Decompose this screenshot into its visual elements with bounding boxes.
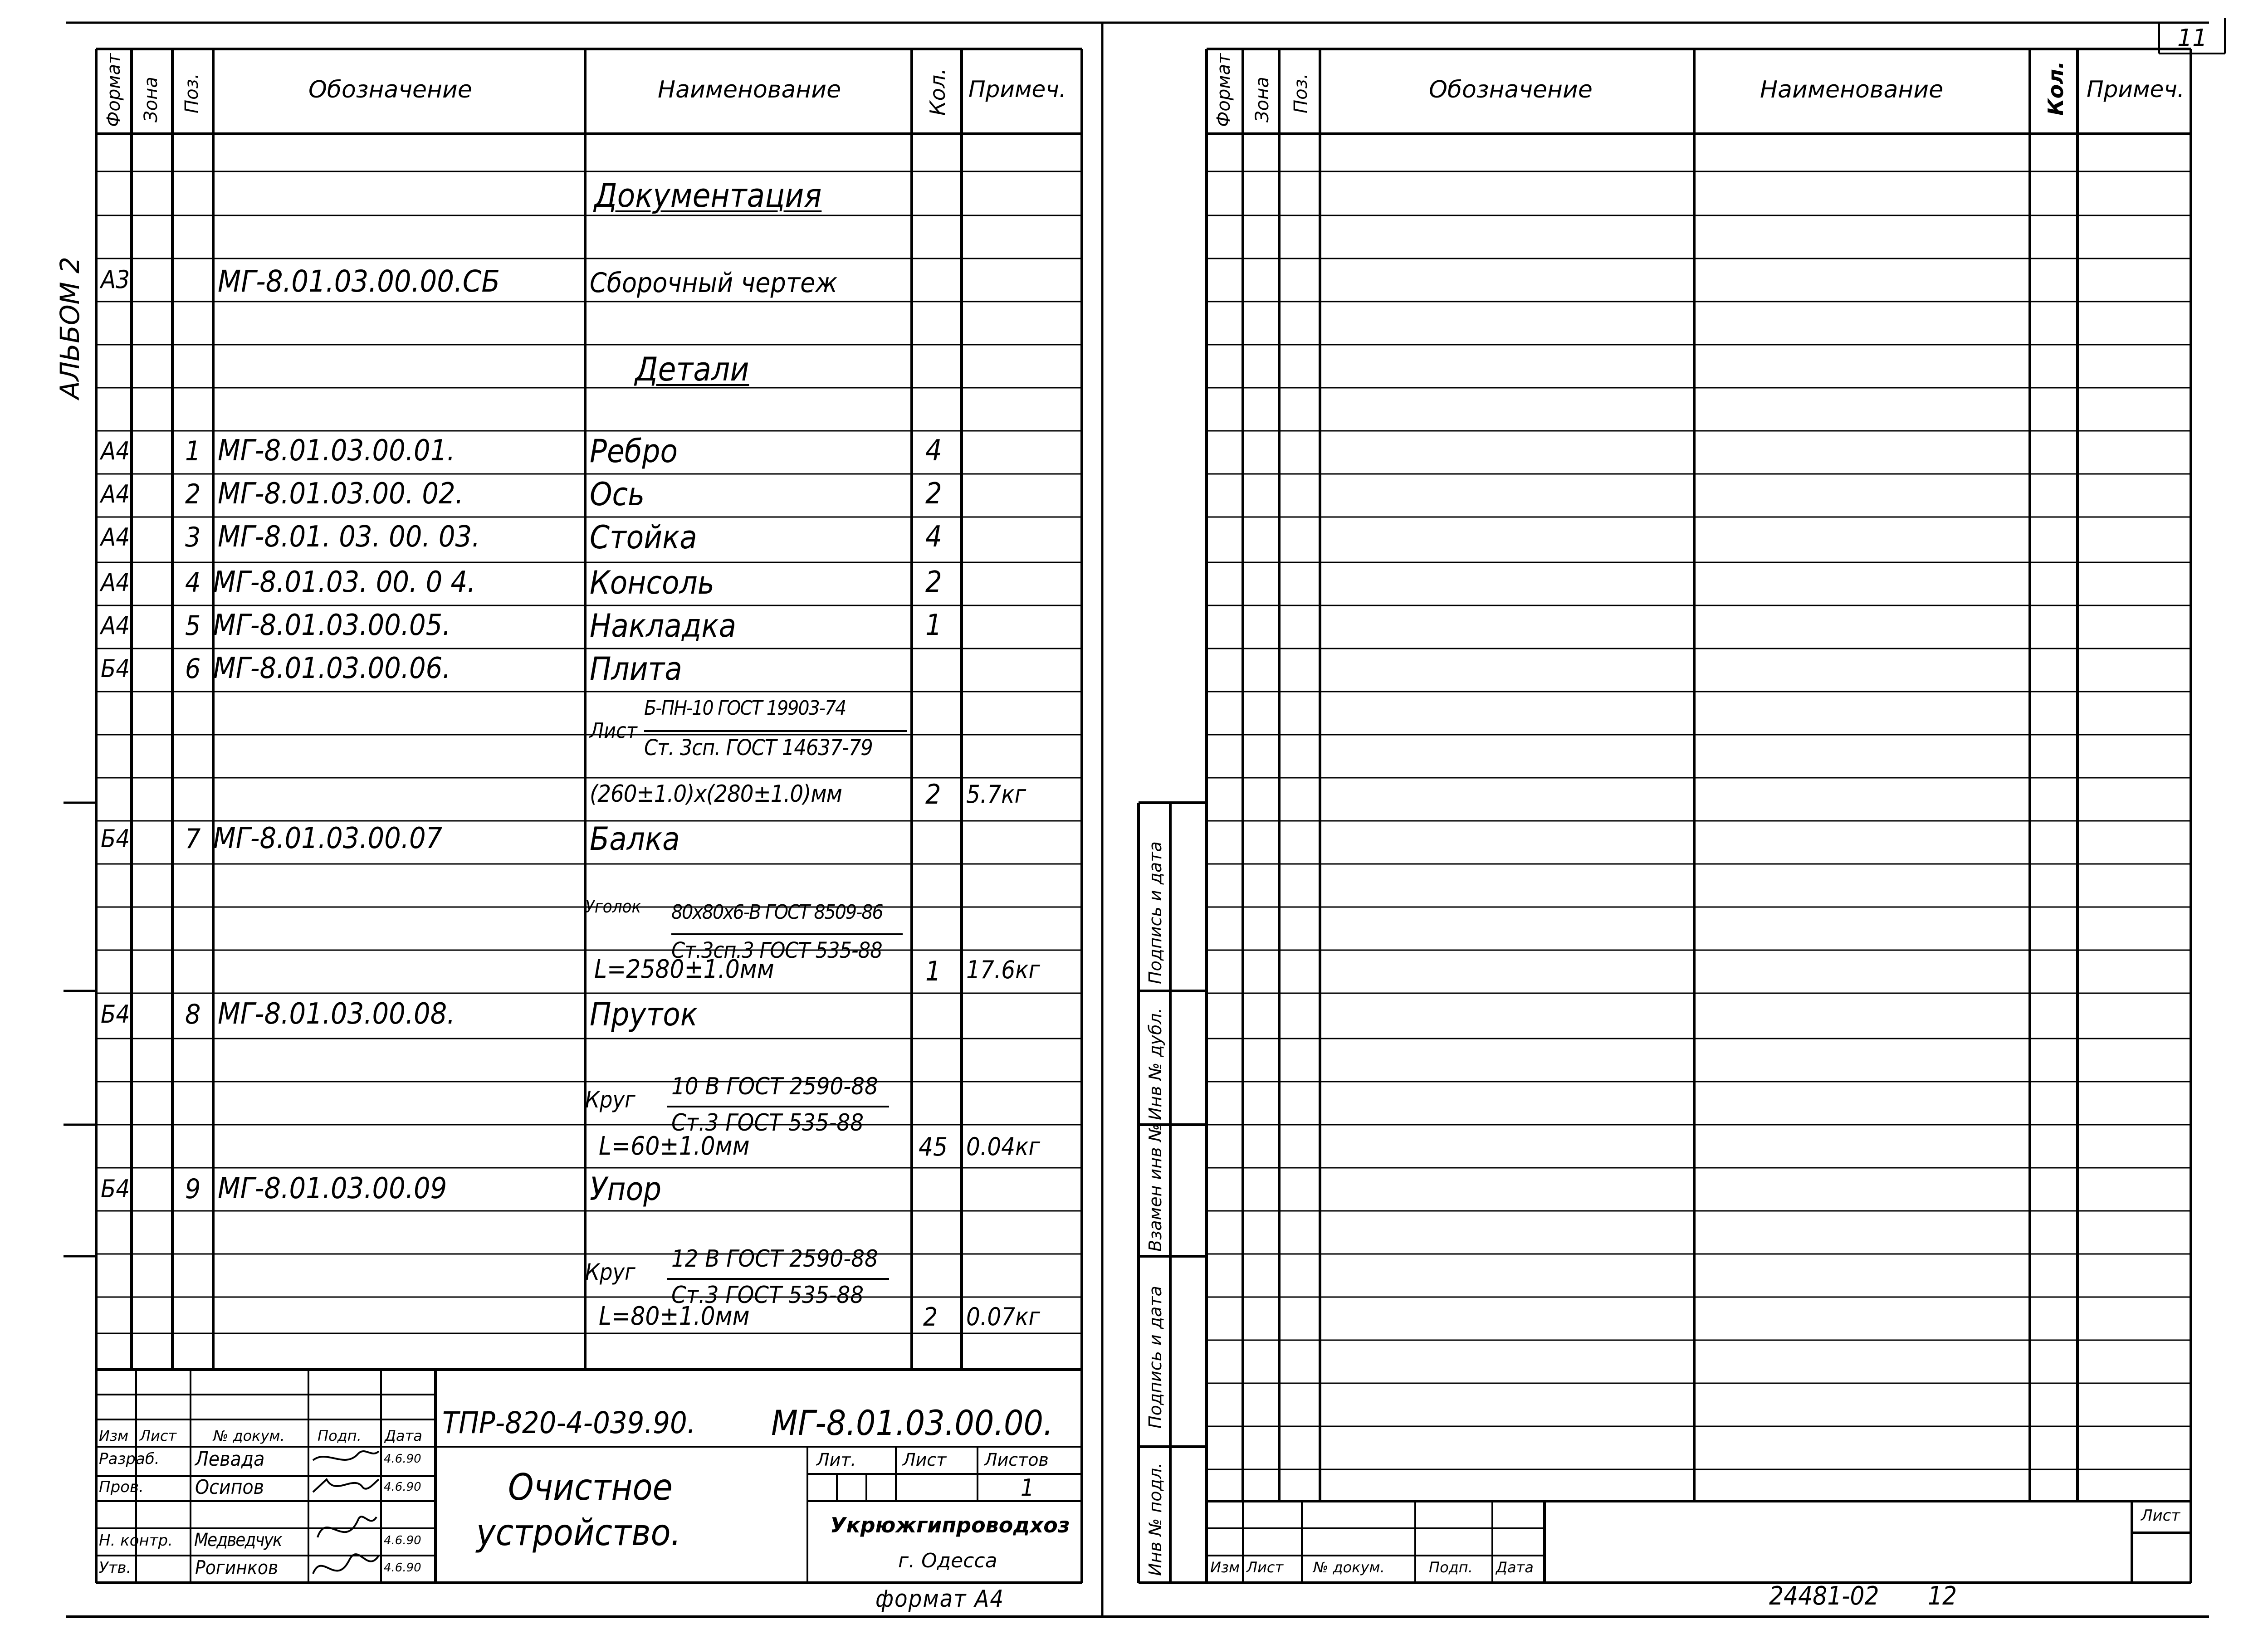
title-line-2: устройство. [476,1512,681,1554]
title-project-code: ТПР-820-4-039.90. [442,1405,696,1440]
material-9-bottom: Ст.3 ГОСТ 535-88 [671,1282,864,1309]
material-6-mass: 5.7кг [966,780,1026,809]
material-9-size: L=80±1.0мм [599,1302,750,1331]
row-7-name: Балка [590,820,680,858]
tb-org-2: г. Одесса [898,1549,997,1572]
tb-date-4: 4.6.90 [384,1561,421,1575]
row-1-designation: МГ-8.01.03.00.01. [218,434,455,468]
material-8-top: 10 В ГОСТ 2590-88 [671,1073,878,1100]
row-1-qty: 4 [925,434,942,468]
material-8-prefix: Круг [585,1087,635,1113]
r-footer-doc: № докум. [1313,1559,1385,1576]
material-7-bottom: Ст.3сп.3 ГОСТ 535-88 [671,938,882,963]
material-6-bottom: Ст. 3сп. ГОСТ 14637-79 [644,735,873,761]
bottom-page: 12 [1928,1581,1957,1611]
r-footer-sign: Подп. [1429,1559,1473,1576]
material-6-prefix: Лист [590,718,637,743]
material-6-top: Б-ПН-10 ГОСТ 19903-74 [644,697,846,720]
r-footer-list: Лист [1246,1559,1284,1576]
row-2-format: А4 [101,480,130,508]
page-number: 11 [2177,24,2208,52]
row-4-format: А4 [101,568,130,597]
side-label-replace-inv: Взамен инв № [1145,1123,1165,1252]
tb-org-1: Укрюжгипроводхоз [830,1513,1070,1537]
tb-role-2: Пров. [99,1478,144,1496]
material-8-mass: 0.04кг [966,1132,1041,1161]
row-4-name: Консоль [590,564,714,601]
assembly-name: Сборочный чертеж [590,267,838,299]
tb-sheets-value: 1 [1021,1474,1034,1502]
row-5-pos: 5 [185,610,201,642]
tb-name-2: Осипов [195,1476,264,1499]
side-label-dup-inv: Инв № дубл. [1145,1008,1165,1120]
row-7-pos: 7 [185,823,201,855]
row-3-qty: 4 [925,520,942,554]
row-5-designation: МГ-8.01.03.00.05. [213,609,451,642]
r-header-format: Формат [1213,53,1234,127]
material-8-size: L=60±1.0мм [599,1132,750,1161]
tb-date-1: 4.6.90 [384,1452,421,1466]
row-8-name: Пруток [590,996,698,1033]
tb-date-2: 4.6.90 [384,1480,421,1494]
tb-sheet-label: Лист [903,1450,947,1470]
material-9-qty: 2 [923,1302,938,1332]
tb-role-4: Утв. [99,1559,132,1577]
material-7-prefix: Уголок [585,897,641,917]
header-qty: Кол. [925,68,950,116]
material-8-qty: 45 [919,1132,948,1162]
assembly-designation: МГ-8.01.03.00.00.СБ [218,264,500,299]
row-3-designation: МГ-8.01. 03. 00. 03. [218,520,480,554]
row-4-qty: 2 [925,566,942,599]
row-3-pos: 3 [185,522,201,553]
section-documentation: Документация [594,176,822,215]
material-9-prefix: Круг [585,1259,635,1285]
side-label-orig-inv: Инв № подл. [1145,1462,1165,1576]
tb-role-3: Н. контр. [99,1532,173,1550]
material-6-qty: 2 [925,779,941,810]
title-designation: МГ-8.01.03.00.00. [771,1403,1053,1443]
tb-name-1: Левада [195,1448,265,1471]
row-6-pos: 6 [185,653,201,685]
tb-name-3: Медведчук [194,1530,282,1551]
header-name: Наименование [658,76,841,103]
tb-name-4: Рогинков [195,1556,279,1579]
row-9-pos: 9 [185,1173,201,1205]
row-1-pos: 1 [185,435,201,467]
tb-col-date: Дата [385,1427,422,1444]
section-parts: Детали [635,350,749,388]
row-2-qty: 2 [925,477,942,511]
row-9-name: Упор [590,1171,662,1208]
r-footer-sheet-label: Лист [2141,1507,2180,1525]
row-1-format: А4 [101,437,130,465]
material-8-bottom: Ст.3 ГОСТ 535-88 [671,1109,864,1136]
tb-lit-label: Лит. [816,1450,856,1470]
material-7-mass: 17.6кг [966,956,1041,984]
bottom-code: 24481-02 [1769,1581,1879,1611]
row-5-qty: 1 [925,609,942,642]
row-5-name: Накладка [590,607,737,644]
row-8-designation: МГ-8.01.03.00.08. [218,997,455,1031]
row-6-designation: МГ-8.01.03.00.06. [213,652,451,685]
material-7-qty: 1 [925,956,941,987]
tb-date-3: 4.6.90 [384,1534,421,1547]
material-6-size: (260±1.0)x(280±1.0)мм [590,780,842,808]
row-7-designation: МГ-8.01.03.00.07 [213,822,443,855]
side-label-sign-date-1: Подпись и дата [1145,841,1165,984]
row-2-pos: 2 [185,478,201,510]
header-format: Формат [103,53,124,127]
tb-col-doc: № докум. [213,1427,285,1444]
row-1-name: Ребро [590,433,678,470]
tb-col-list: Лист [140,1427,177,1444]
header-zone: Зона [141,77,161,122]
row-9-format: Б4 [101,1175,130,1203]
assembly-format: А3 [101,265,130,294]
tb-col-sign: Подп. [318,1427,362,1444]
r-header-pos: Поз. [1290,73,1311,113]
row-6-format: Б4 [101,654,130,683]
material-7-top: 80x80x6-В ГОСТ 8509-86 [671,901,883,924]
material-9-mass: 0.07кг [966,1302,1041,1331]
tb-sheets-label: Листов [984,1450,1049,1470]
r-footer-izm: Изм [1210,1559,1240,1576]
row-5-format: А4 [101,611,130,640]
r-header-zone: Зона [1252,77,1273,122]
row-3-format: А4 [101,523,130,551]
title-line-1: Очистное [508,1466,673,1508]
row-6-name: Плита [590,650,682,688]
row-7-format: Б4 [101,824,130,853]
r-header-qty: Кол. [2043,61,2068,116]
row-9-designation: МГ-8.01.03.00.09 [218,1172,447,1205]
header-pos: Поз. [181,73,202,113]
row-8-format: Б4 [101,1000,130,1029]
tb-role-1: Разраб. [99,1450,160,1468]
row-3-name: Стойка [590,519,697,556]
tb-col-izm: Изм [99,1427,129,1444]
r-header-note: Примеч. [2087,76,2185,102]
material-7-size: L=2580±1.0мм [594,955,774,984]
margin-note: АЛЬБОМ 2 [54,257,85,399]
header-note: Примеч. [968,76,1066,102]
header-designation: Обозначение [308,76,472,103]
r-header-name: Наименование [1760,76,1944,103]
side-label-sign-date-2: Подпись и дата [1145,1286,1165,1429]
row-2-name: Ось [590,476,645,513]
row-2-designation: МГ-8.01.03.00. 02. [218,477,464,511]
row-4-pos: 4 [185,567,201,599]
r-header-designation: Обозначение [1429,76,1593,103]
material-9-top: 12 В ГОСТ 2590-88 [671,1245,878,1273]
tb-format: формат А4 [875,1585,1005,1613]
row-4-designation: МГ-8.01.03. 00. 0 4. [213,566,476,599]
r-footer-date: Дата [1496,1559,1534,1576]
row-8-pos: 8 [185,999,201,1030]
